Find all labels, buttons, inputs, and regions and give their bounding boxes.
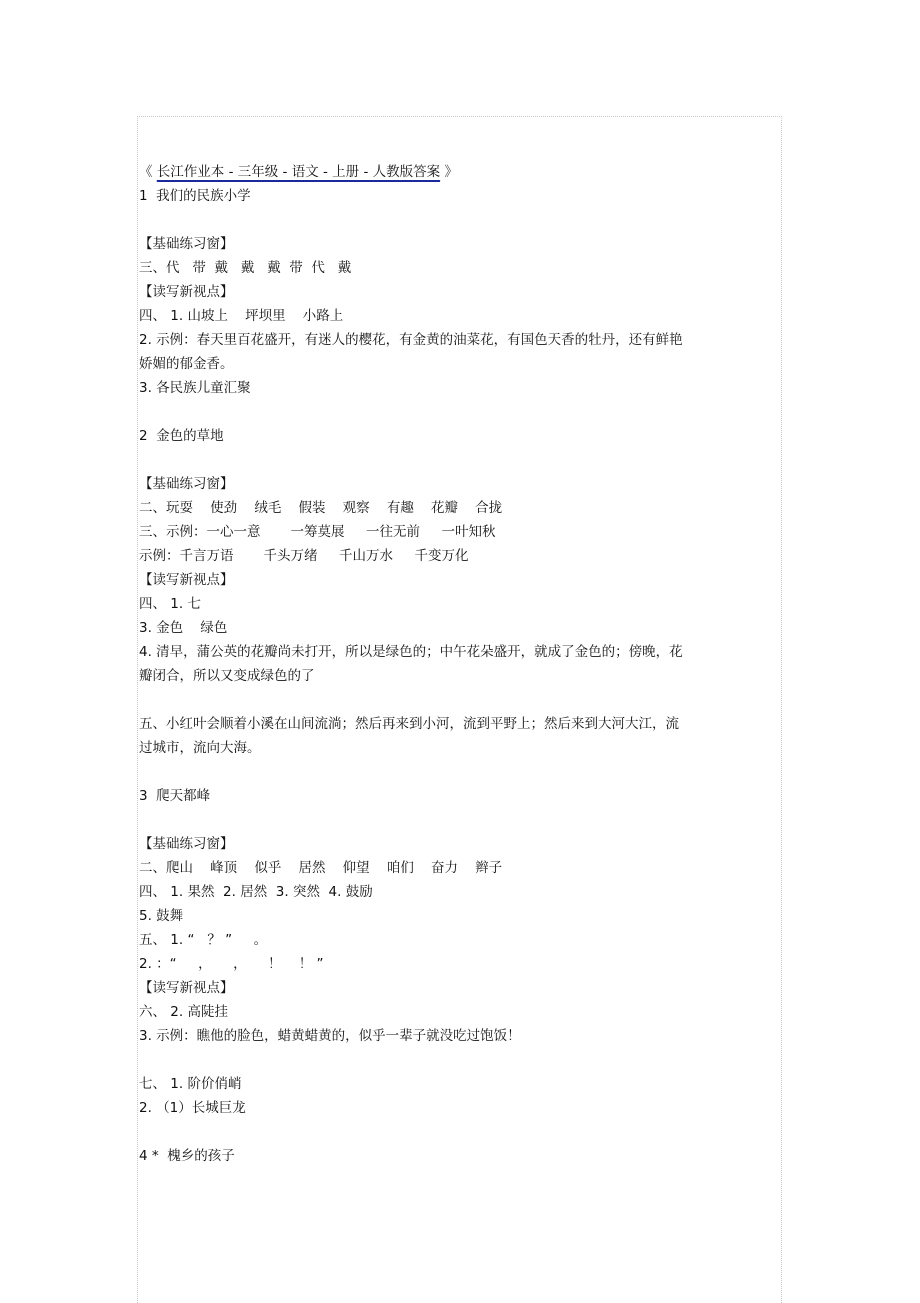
blank-line — [139, 448, 779, 472]
text-line: 3. 金色 绿色 — [139, 620, 228, 636]
text-line: 过城市，流向大海。 — [139, 740, 261, 756]
text-line: 1 我们的民族小学 — [139, 188, 251, 204]
text-line: 四、 1. 山坡上 坪坝里 小路上 — [139, 308, 344, 324]
text-line: 3. 各民族儿童汇聚 — [139, 380, 251, 396]
document-title — [139, 160, 779, 184]
text-line: 【读写新视点】 — [139, 980, 234, 996]
text-line: 三、代 带 戴 戴 戴 带 代 戴 — [139, 260, 352, 276]
text-line: 2 金色的草地 — [139, 428, 224, 444]
text-line: 三、示例：一心一意 一筹莫展 一往无前 一叶知秋 — [139, 524, 496, 540]
answer-lines — [139, 184, 779, 1168]
text-line: 瓣闭合，所以又变成绿色的了 — [139, 668, 315, 684]
text-line: 3 爬天都峰 — [139, 788, 211, 804]
text-line: 四、 1. 果然 2. 居然 3. 突然 4. 鼓励 — [139, 884, 373, 900]
title-open-bracket: 《 — [139, 164, 157, 180]
blank-line — [139, 400, 779, 424]
text-line: 4. 清早，蒲公英的花瓣尚未打开，所以是绿色的；中午花朵盛开，就成了金色的；傍晚，花 — [139, 644, 683, 660]
blank-line — [139, 760, 779, 784]
text-line: 2. （1）长城巨龙 — [139, 1100, 246, 1116]
blank-line — [139, 808, 779, 832]
text-line: 四、 1. 七 — [139, 596, 201, 612]
text-line: 5. 鼓舞 — [139, 908, 184, 924]
blank-line — [139, 1048, 779, 1072]
text-line: 五、小红叶会顺着小溪在山间流淌；然后再来到小河，流到平野上；然后来到大河大江，流 — [139, 716, 679, 732]
text-line: 七、 1. 阶价俏峭 — [139, 1076, 242, 1092]
blank-line — [139, 208, 779, 232]
blank-line — [139, 1120, 779, 1144]
text-line: 4 * 槐乡的孩子 — [139, 1148, 235, 1164]
text-line: 【基础练习窗】 — [139, 476, 234, 492]
title-link[interactable]: 长江作业本 - 三年级 - 语文 - 上册 - 人教版答案 — [156, 164, 441, 180]
text-line: 2. ：“ ， ， ！ ！ ” — [139, 956, 324, 972]
text-line: 五、 1. “ ？ ” 。 — [139, 932, 268, 948]
text-line: 六、 2. 高陡挂 — [139, 1004, 228, 1020]
title-close-bracket: 》 — [440, 164, 458, 180]
text-line: 2. 示例：春天里百花盛开，有迷人的樱花，有金黄的油菜花，有国色天香的牡丹，还有鲜艳 — [139, 332, 683, 348]
text-line: 3. 示例：瞧他的脸色，蜡黄蜡黄的，似乎一辈子就没吃过饱饭！ — [139, 1028, 521, 1044]
text-line: 【基础练习窗】 — [139, 236, 234, 252]
text-line: 【读写新视点】 — [139, 284, 234, 300]
text-line: 示例：千言万语 千头万绪 千山万水 千变万化 — [139, 548, 469, 564]
text-line: 【读写新视点】 — [139, 572, 234, 588]
document-body — [139, 160, 779, 1168]
text-line: 二、爬山 峰顶 似乎 居然 仰望 咱们 奋力 辫子 — [139, 860, 503, 876]
blank-line — [139, 688, 779, 712]
text-line: 【基础练习窗】 — [139, 836, 234, 852]
text-line: 二、玩耍 使劲 绒毛 假装 观察 有趣 花瓣 合拢 — [139, 500, 503, 516]
text-line: 娇媚的郁金香。 — [139, 356, 234, 372]
